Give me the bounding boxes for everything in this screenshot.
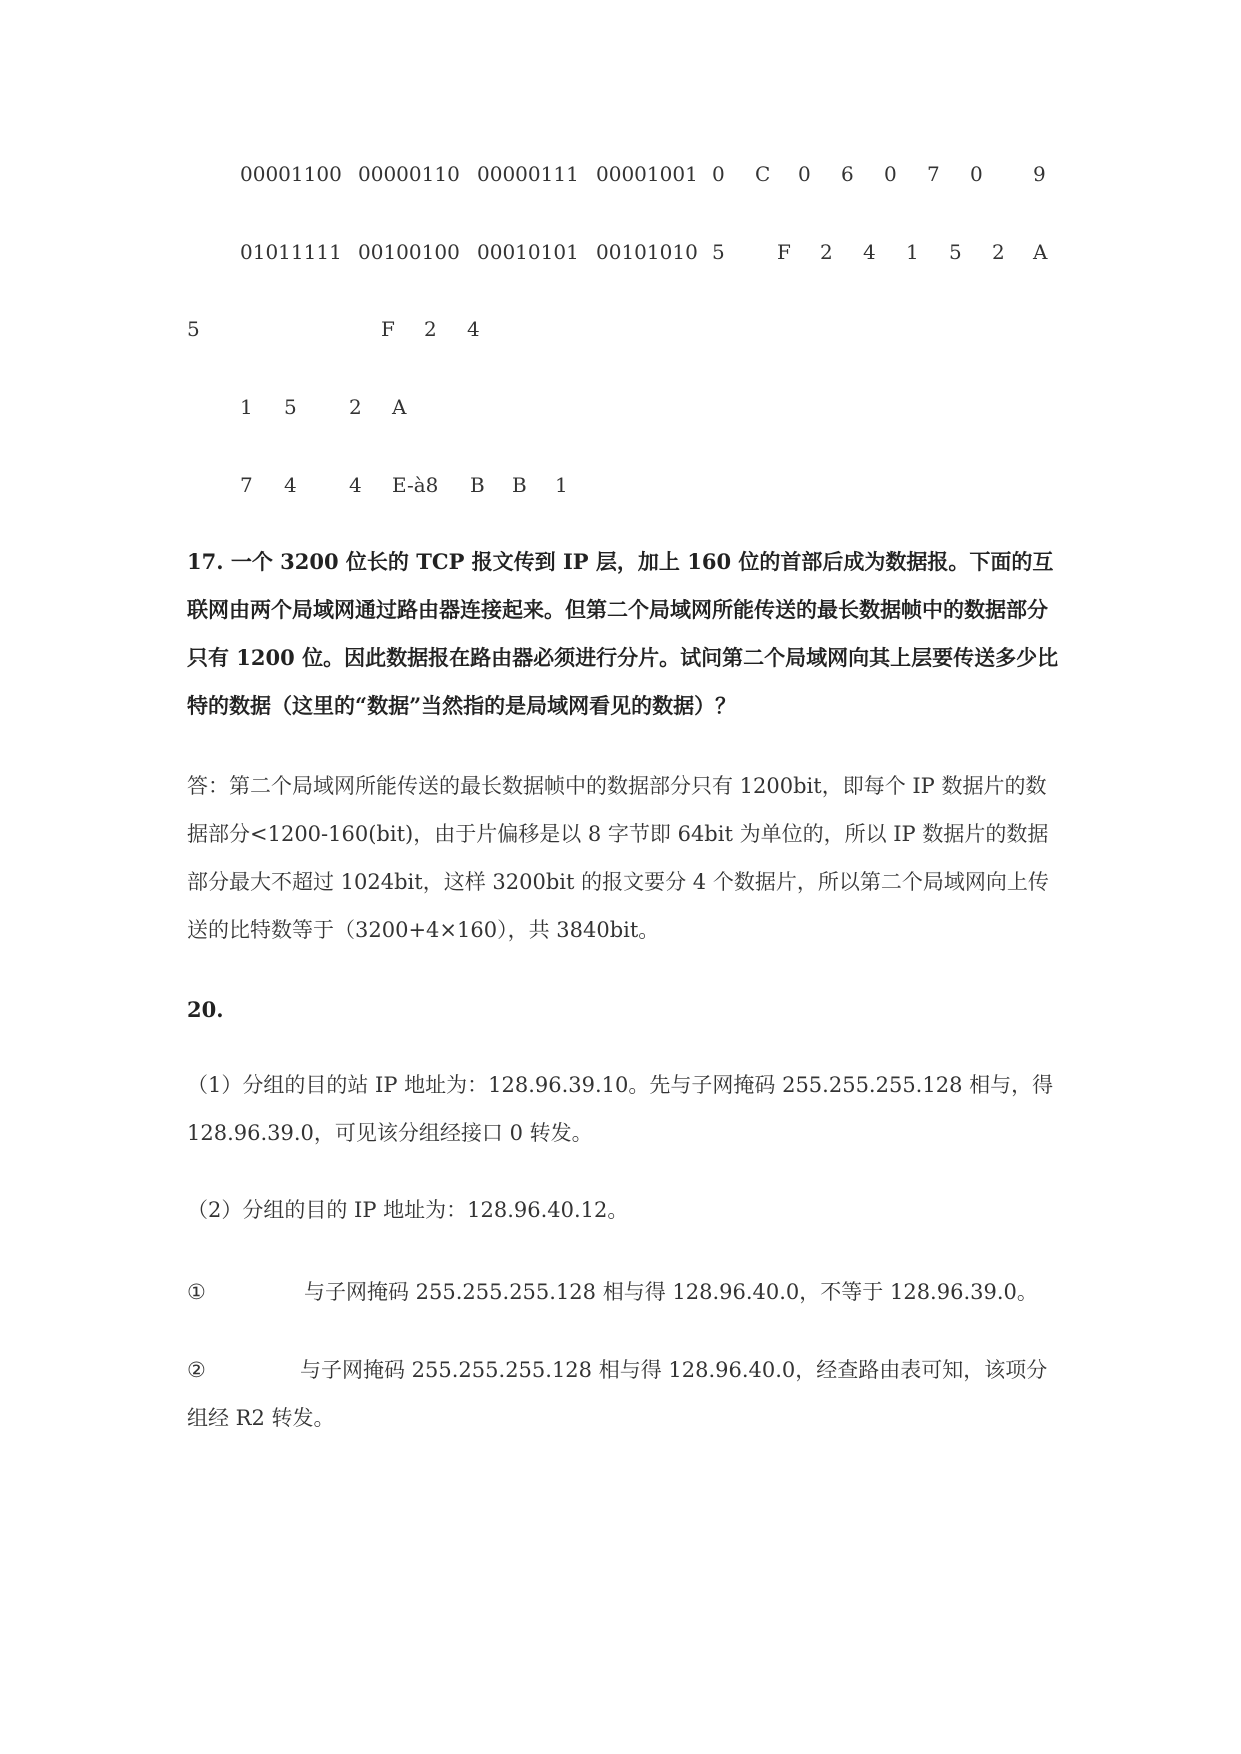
- table-cell: 00000111: [477, 162, 579, 186]
- table-cell: 2: [820, 240, 833, 264]
- table-cell: 4: [349, 473, 362, 497]
- table-cell: 9: [1033, 162, 1046, 186]
- step-2-marker: ②: [187, 1358, 206, 1382]
- table-cell: 00001100: [240, 162, 342, 186]
- table-cell: 6: [841, 162, 854, 186]
- table-cell: 2: [349, 395, 362, 419]
- table-cell: 0: [798, 162, 811, 186]
- table-row: [0, 237, 1241, 267]
- table-cell: 4: [284, 473, 297, 497]
- table-cell: 1: [555, 473, 568, 497]
- table-cell: B: [512, 473, 527, 497]
- table-cell: 4: [467, 317, 480, 341]
- table-cell: 1: [240, 395, 253, 419]
- table-cell: A: [1033, 240, 1048, 264]
- table-row: [0, 314, 1241, 344]
- table-cell: B: [470, 473, 485, 497]
- q20-part-1: （1）分组的目的站 IP 地址为：128.96.39.10。先与子网掩码 255.255.255.128 相与，得 128.96.39.0，可见该分组经接口 0 转发。: [187, 1073, 1054, 1145]
- question-20-heading: 20.: [187, 997, 224, 1022]
- question-17: 17. 一个 3200 位长的 TCP 报文传到 IP 层，加上 160 位的首部后成为数据报。下面的互联网由两个局域网通过路由器连接起来。但第二个局域网所能传送的最长数据帧中的数据部分只有 1200 位。因此数据报在路由器必须进行分片。试问第二个局域网向其上层要传送多少比特的数据（这里的“数据”当然指的是局域网看见的数据）？: [187, 549, 1059, 718]
- step-1-marker: ①: [187, 1280, 206, 1304]
- answer-17: 答：第二个局域网所能传送的最长数据帧中的数据部分只有 1200bit，即每个 IP 数据片的数据部分<1200-160(bit)，由于片偏移是以 8 字节即 64bit 为单位的，所以 IP 数据片的数据部分最大不超过 1024bit，这样 3200bit 的报文要分 4 个数据片，所以第二个局域网向上传送的比特数等于（3200+4×160），共 3840bit。: [187, 774, 1049, 942]
- table-row: [0, 392, 1241, 422]
- step-1-text: 与子网掩码 255.255.255.128 相与得 128.96.40.0，不等于 128.96.39.0。: [304, 1280, 1038, 1304]
- table-cell: 5: [187, 317, 200, 341]
- q20-part-2: （2）分组的目的 IP 地址为：128.96.40.12。: [187, 1198, 629, 1222]
- table-cell: 00010101: [477, 240, 579, 264]
- table-cell: F: [777, 240, 791, 264]
- table-cell: F: [381, 317, 395, 341]
- table-cell: 0: [970, 162, 983, 186]
- table-cell: 01011111: [240, 240, 342, 264]
- table-cell: 00100100: [358, 240, 460, 264]
- table-cell: 2: [424, 317, 437, 341]
- table-cell: 00001001: [596, 162, 698, 186]
- table-cell: A: [392, 395, 407, 419]
- table-row: [0, 470, 1241, 500]
- step-2-content: 与子网掩码 255.255.255.128 相与得 128.96.40.0，经查路由表可知，该项分组经 R2 转发。: [187, 1358, 1048, 1430]
- table-cell: 5: [284, 395, 297, 419]
- table-cell: E-à8: [392, 473, 439, 497]
- step-2-text: [187, 1346, 1067, 1442]
- table-cell: 5: [949, 240, 962, 264]
- table-cell: 00101010: [596, 240, 698, 264]
- table-cell: 1: [906, 240, 919, 264]
- table-cell: 7: [240, 473, 253, 497]
- table-cell: 7: [927, 162, 940, 186]
- table-cell: 2: [992, 240, 1005, 264]
- table-cell: 5: [712, 240, 725, 264]
- table-cell: 00000110: [358, 162, 460, 186]
- table-row: [0, 159, 1241, 189]
- table-cell: 4: [863, 240, 876, 264]
- table-cell: C: [755, 162, 771, 186]
- table-cell: 0: [884, 162, 897, 186]
- table-cell: 0: [712, 162, 725, 186]
